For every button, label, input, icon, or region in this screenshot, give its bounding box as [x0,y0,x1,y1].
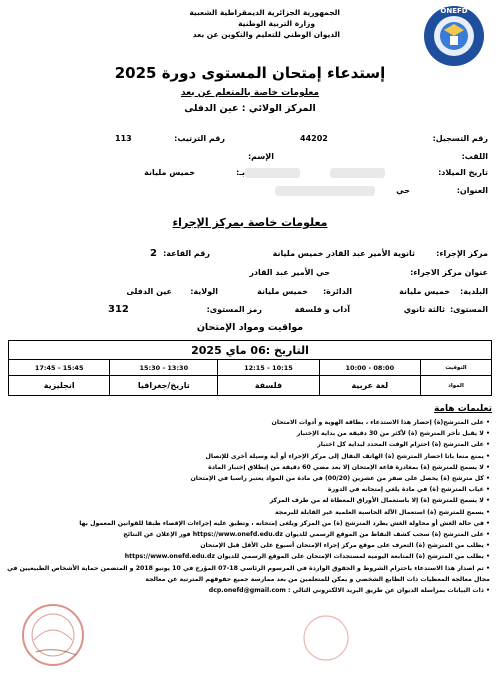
header-line-office: الديوان الوطني للتعليم والتكوين عن بعد [192,30,340,39]
registration-label: رقم التسجيل: [432,134,488,143]
rank-value: 113 [115,134,132,143]
instruction-item: • غياب المترشح (ة) في مادة يلغي إمتحانه في الدورة [6,484,490,495]
schedule-title: مواقيت ومواد الإمتحان [196,322,304,333]
redacted-birth-detail [245,168,300,178]
municipality-value: خميس مليانة [399,287,450,296]
level-value: ثالثة ثانوي [403,305,445,314]
district-label: الدائرة: [322,287,352,296]
instructions-list [6,417,490,596]
instruction-item: • ذات البيانات بمراسلة الديوان عن طريق البريد الالكتروني التالي : dcp.onefd@gmail.com [6,585,490,596]
instruction-item: • تم اصدار هذا الاستدعاء باحترام الشروط و الحقوق الواردة في المرسوم الرئاسي 18-07 المؤرخ في 10 يونيو 2018 و المتضمن حماية الأشخاص الطبيعيين في مجال معالجة المعطيات ذات الطابع الشخصي و يمكن للمتعلمين من بعد ممارسة جميع حقوقهم المترتبة عن معالجة [6,563,490,585]
level-code-value: 312 [108,304,129,315]
level-code-label: رمز المستوى: [206,305,262,314]
room-value: 2 [150,248,157,259]
instruction-item: • في حالة الغش أو محاولة الغش يطرد المترشح (ة) من المركز ويلغى إمتحانه ، وتطبق عليه إجراءات الإقصاء طبقا للقوانين المعمول بها [6,518,490,529]
level-label: المستوى: [449,305,488,314]
instruction-item: • على المترشح(ة) إحضار هذا الاستدعاء ، بطاقة الهوية و أدوات الامتحان [6,417,490,428]
birth-place-prefix: بـ: [236,168,245,177]
time-slot-3: 15:30 - 13:30 [110,360,218,376]
address-value: حي [396,186,410,195]
wilaya-value: عين الدفلى [126,287,172,296]
exam-centre-section-title: معلومات خاصة بمركز الإجراء [172,216,328,229]
subject-3: تاريخ/جغرافيا [110,376,218,396]
subject-2: فلسفة [218,376,319,396]
regional-centre: المركز الولائي : عين الدفلى [184,103,316,114]
secondary-stamp [300,612,352,664]
instruction-item: • لا يسمح للمترشح (ة) إلا باستعمال الأوراق المعطاة له من طرف المركز [6,495,490,506]
district-value: خميس مليانة [257,287,308,296]
centre-address-label: عنوان مركز الاجراء: [410,268,488,277]
rank-label: رقم الترتيب: [174,134,225,143]
exam-centre-label: مركز الإجراء: [436,249,488,258]
exam-centre-value: ثانوية الأمير عبد القادر خميس مليانة [272,249,415,258]
instruction-item: • يمنع منعا باتا احضار المترشح (ة) الهاتف النقال إلى مركز الإجراء أو أية وسيلة أخرى للإتصال [6,451,490,462]
logo-text: ONEFD [440,7,468,15]
time-slot-1: 10:00 - 08:00 [319,360,420,376]
time-slot-2: 12:15 - 10:15 [218,360,319,376]
subject-row-label: المواد [421,376,492,396]
header-line-ministry: وزارة التربية الوطنية [238,19,315,28]
first-name-label: الإسم: [247,152,274,161]
instruction-item: • يطلب من المترشح (ة) المتابعة اليومية لمستجدات الإمتحان على الموقع الرسمي للديوان https://www.onefd.edu.dz [6,551,490,562]
instruction-item: • على المترشح (ة) سحب كشف النقاط من الموقع الرسمي للديوان https://www.onefd.edu.dz فور الإعلان عن النتائج [6,529,490,540]
instruction-item: • كل مترشح (ة) يحصل على صفر من عشرين (00/20) في مادة من المواد يعتبر راسبا في الإمتحان [6,473,490,484]
schedule-table [8,340,492,396]
time-slot-4: 17:45 - 15:45 [9,360,110,376]
instruction-item: • لا يقبل تأخر المترشح (ة) لأكثر من 30 دقيقة من بداية الإختبار [6,428,490,439]
exam-date: التاريخ :06 ماي 2025 [9,341,492,360]
instruction-item: • يسمح للمترشح (ة) استعمال الآلة الحاسبة العلمية غير القابلة للبرمجة [6,507,490,518]
learner-section-title: معلومات خاصة بالمتعلم عن بعد [180,88,320,98]
redacted-birth-date [330,168,385,178]
instruction-item: • يطلب من المترشح (ة) التعرف على موقع مركز إجراء الإمتحان أسبوع على الأقل قبل الإمتحان [6,540,490,551]
address-label: العنوان: [456,186,488,195]
subject-4: انجليزية [9,376,110,396]
header-line-republic: الجمهورية الجزائرية الديمقراطية الشعبية [189,8,340,17]
official-stamp [14,600,92,670]
registration-value: 44202 [300,134,328,143]
redacted-address [275,186,375,196]
birth-place-value: خميس مليانة [144,168,195,177]
time-row-label: التوقيت [421,360,492,376]
centre-address-value: حي الأمير عبد القادر [249,268,330,277]
stream-value: آداب و فلسفة [294,305,350,314]
surname-label: اللقب: [461,152,488,161]
instruction-item: • على المترشح (ة) احترام الوقت المحدد لبداية كل اختبار [6,439,490,450]
birth-date-label: تاريخ الميلاد: [438,168,488,177]
subject-1: لغة عربية [319,376,420,396]
instructions-title: تعليمات هامة [433,404,492,414]
instruction-item: • لا يسمح للمترشح (ة) بمغادرة قاعة الإمتحان إلا بعد مضي 60 دقيقة من إنطلاق إختبار المادة [6,462,490,473]
room-label: رقم القاعة: [163,249,210,258]
wilaya-label: الولاية: [190,287,218,296]
onefd-logo [400,0,500,70]
municipality-label: البلدية: [460,287,488,296]
page-title: إستدعاء إمتحان المستوى دورة 2025 [114,64,386,82]
